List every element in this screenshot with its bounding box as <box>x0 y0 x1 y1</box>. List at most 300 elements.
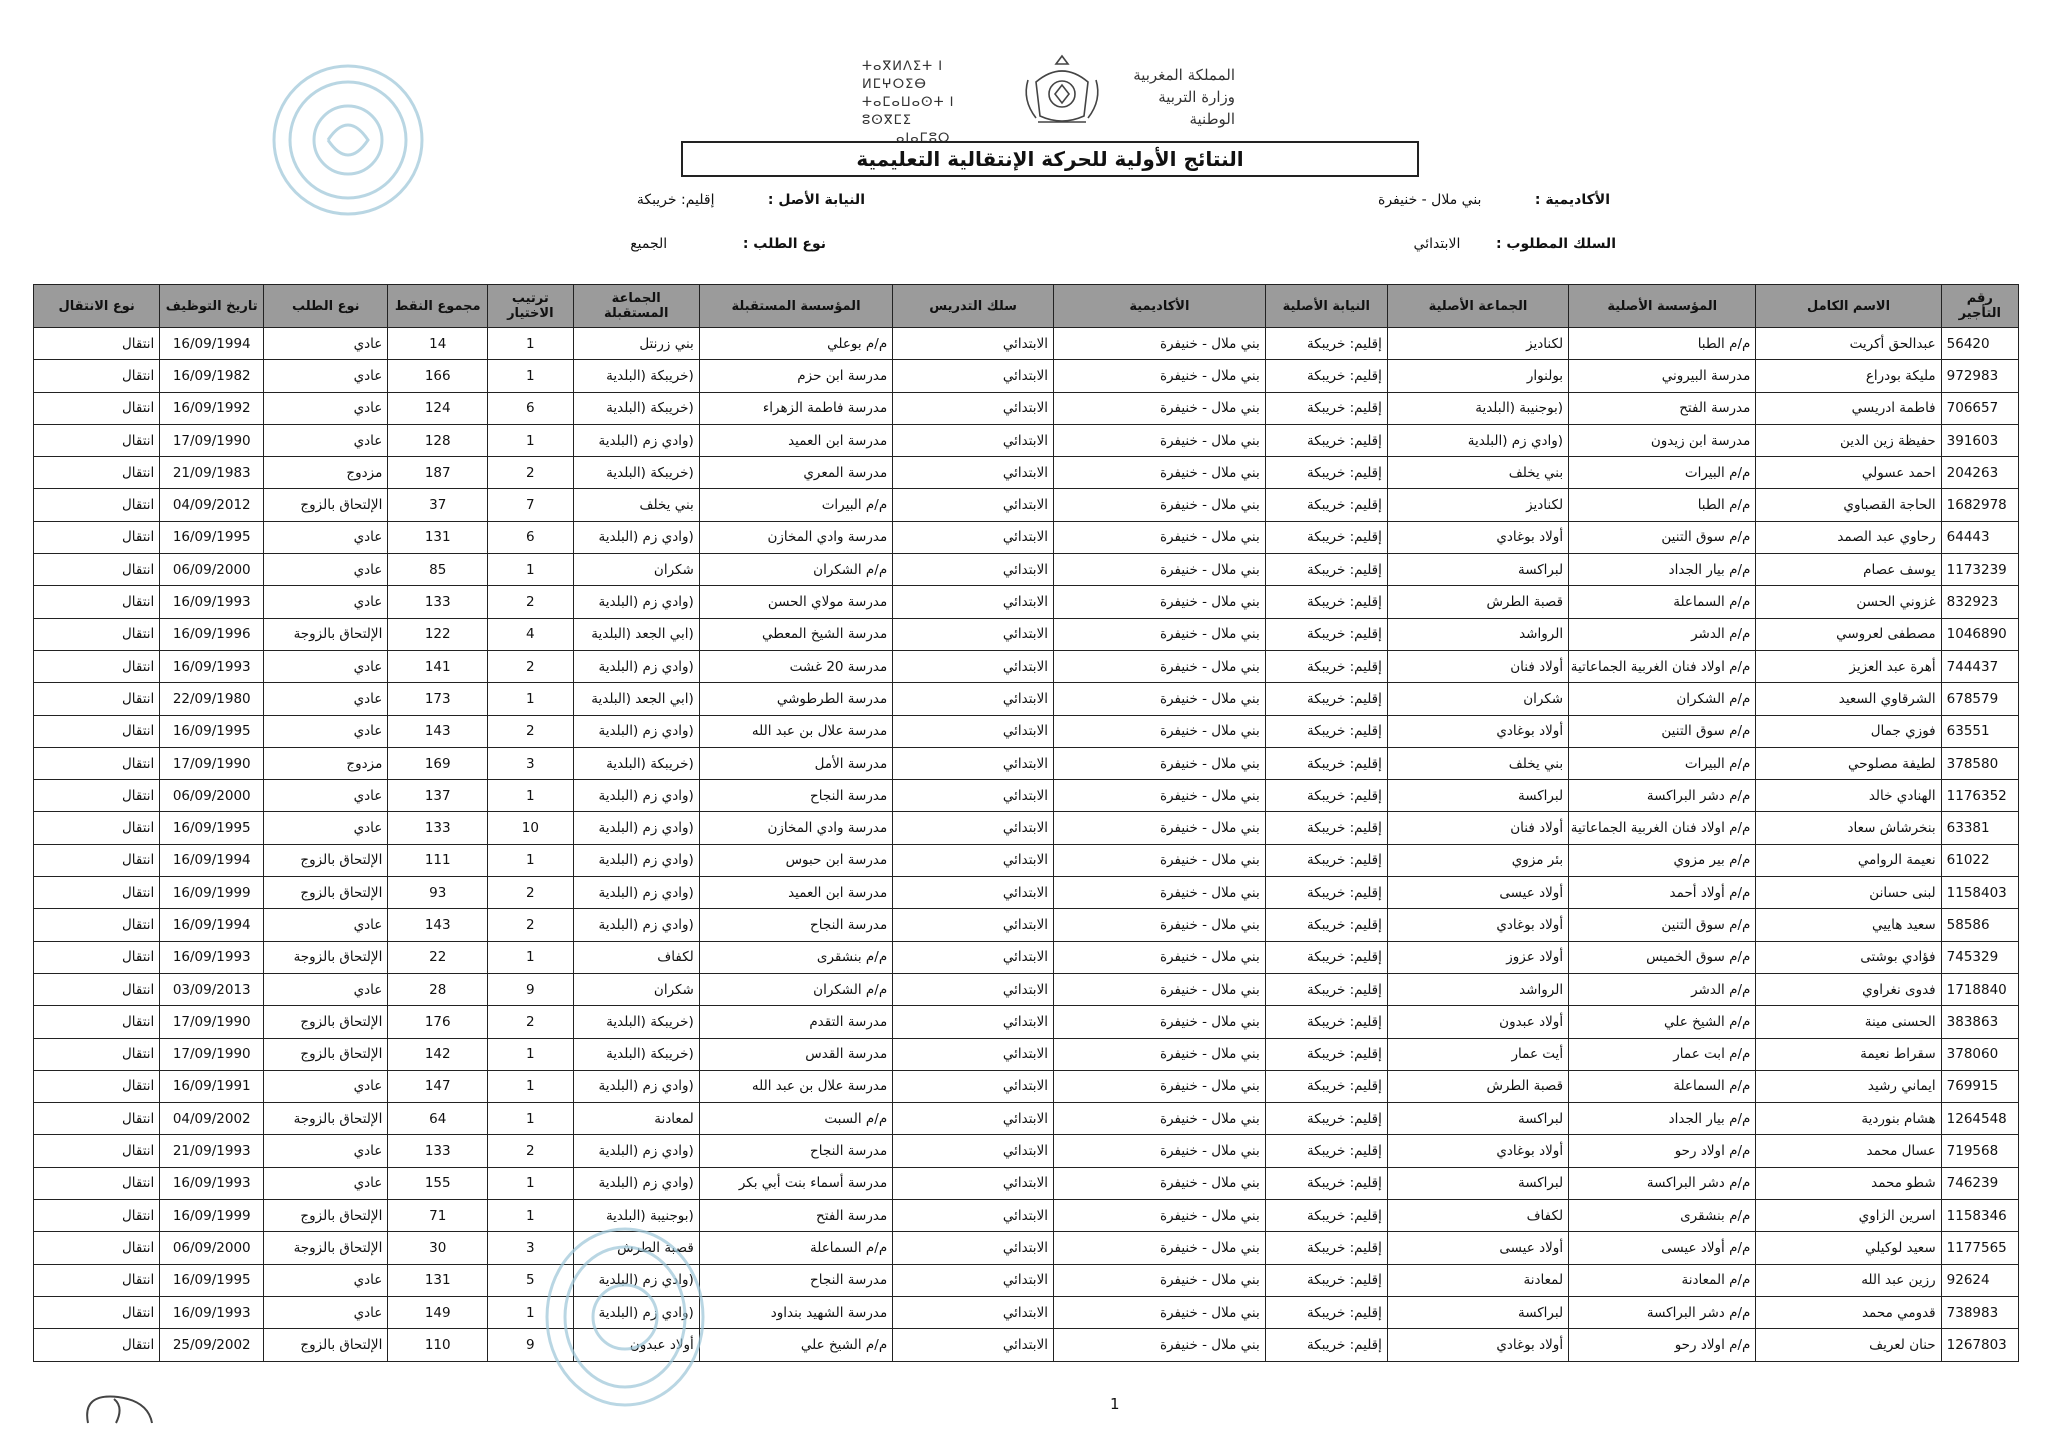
cell-move-type: انتقال <box>34 1135 160 1167</box>
cell-points: 64 <box>388 1103 488 1135</box>
cell-salary-id: 744437 <box>1941 650 2018 682</box>
cell-points: 124 <box>388 392 488 424</box>
cell-origin-delegation: إقليم: خريبكة <box>1265 941 1387 973</box>
cell-dest-commune: (وادي زم (البلدية <box>573 586 699 618</box>
cell-origin-commune: أولاد بوغادي <box>1387 1135 1568 1167</box>
origin-delegation-field <box>637 192 865 208</box>
cell-points: 142 <box>388 1038 488 1070</box>
cell-cycle: الابتدائي <box>893 844 1054 876</box>
cell-request-type: عادي <box>264 1167 388 1199</box>
cell-origin-delegation: إقليم: خريبكة <box>1265 715 1387 747</box>
cell-points: 28 <box>388 973 488 1005</box>
cell-origin-school: م/م اولاد فنان الغربية الجماعاتية <box>1569 650 1756 682</box>
cell-dest-commune: شكران <box>573 973 699 1005</box>
cell-move-type: انتقال <box>34 360 160 392</box>
cell-points: 131 <box>388 521 488 553</box>
table-row <box>34 1167 2019 1199</box>
cell-move-type: انتقال <box>34 715 160 747</box>
cell-points: 147 <box>388 1070 488 1102</box>
cell-origin-school: م/م بير مزوي <box>1569 844 1756 876</box>
cell-cycle: الابتدائي <box>893 1232 1054 1264</box>
cell-full-name: عسال محمد <box>1756 1135 1941 1167</box>
cell-move-type: انتقال <box>34 683 160 715</box>
cell-dest-school: مدرسة ابن العميد <box>699 424 892 456</box>
cell-full-name: فدوى نغراوي <box>1756 973 1941 1005</box>
cell-full-name: مصطفى لعروسي <box>1756 618 1941 650</box>
table-header-row <box>34 285 2019 328</box>
origin-label: النيابة الأصل : <box>767 192 865 208</box>
cell-request-type: الإلتحاق بالزوج <box>264 877 388 909</box>
cell-request-type: عادي <box>264 1135 388 1167</box>
cell-move-type: انتقال <box>34 1232 160 1264</box>
cell-points: 173 <box>388 683 488 715</box>
table-row <box>34 1329 2019 1361</box>
cell-request-type: الإلتحاق بالزوج <box>264 1329 388 1361</box>
cell-origin-school: مدرسة ابن زيدون <box>1569 424 1756 456</box>
request-type-value: الجميع <box>630 236 668 252</box>
cell-dest-school: مدرسة فاطمة الزهراء <box>699 392 892 424</box>
cell-move-type: انتقال <box>34 1038 160 1070</box>
cell-dest-commune: (وادي زم (البلدية <box>573 715 699 747</box>
cell-cycle: الابتدائي <box>893 424 1054 456</box>
cell-choice-rank: 1 <box>488 683 574 715</box>
cell-salary-id: 678579 <box>1941 683 2018 715</box>
cell-choice-rank: 2 <box>488 1006 574 1038</box>
cell-salary-id: 1177565 <box>1941 1232 2018 1264</box>
cell-request-type: الإلتحاق بالزوج <box>264 844 388 876</box>
cell-hire-date: 16/09/1995 <box>160 812 264 844</box>
cell-points: 128 <box>388 424 488 456</box>
cell-origin-commune: لبراكسة <box>1387 1167 1568 1199</box>
ministry-label: وزارة التربية الوطنية <box>1158 88 1235 128</box>
table-row <box>34 1135 2019 1167</box>
cell-origin-commune: بئر مزوي <box>1387 844 1568 876</box>
cell-dest-school: مدرسة الشيخ المعطي <box>699 618 892 650</box>
cell-full-name: ايماني رشيد <box>1756 1070 1941 1102</box>
cell-origin-delegation: إقليم: خريبكة <box>1265 489 1387 521</box>
cell-origin-school: مدرسة البيروني <box>1569 360 1756 392</box>
cell-choice-rank: 2 <box>488 1135 574 1167</box>
cell-request-type: عادي <box>264 715 388 747</box>
cell-origin-school: م/م دشر البراكسة <box>1569 1296 1756 1328</box>
cell-request-type: عادي <box>264 812 388 844</box>
cell-salary-id: 64443 <box>1941 521 2018 553</box>
cell-origin-school: م/م أولاد عيسى <box>1569 1232 1756 1264</box>
cell-origin-commune: الرواشد <box>1387 973 1568 1005</box>
ministry-name-amazigh <box>862 58 982 148</box>
cell-full-name: اسرين الزاوي <box>1756 1200 1941 1232</box>
table-row <box>34 683 2019 715</box>
cell-salary-id: 92624 <box>1941 1264 2018 1296</box>
page-number: 1 <box>1110 1395 1120 1413</box>
cell-choice-rank: 1 <box>488 424 574 456</box>
cell-academy: بني ملال - خنيفرة <box>1054 424 1266 456</box>
cell-salary-id: 972983 <box>1941 360 2018 392</box>
cell-hire-date: 16/09/1982 <box>160 360 264 392</box>
cell-origin-delegation: إقليم: خريبكة <box>1265 1264 1387 1296</box>
cell-choice-rank: 3 <box>488 747 574 779</box>
cell-request-type: عادي <box>264 392 388 424</box>
cell-points: 111 <box>388 844 488 876</box>
cell-academy: بني ملال - خنيفرة <box>1054 457 1266 489</box>
cell-hire-date: 16/09/1991 <box>160 1070 264 1102</box>
cell-cycle: الابتدائي <box>893 586 1054 618</box>
cell-origin-school: م/م سوق التنين <box>1569 715 1756 747</box>
cell-request-type: الإلتحاق بالزوجة <box>264 1232 388 1264</box>
cycle-value: الابتدائي <box>1413 236 1461 252</box>
cycle-field <box>1414 236 1616 252</box>
cell-origin-commune: بني يخلف <box>1387 457 1568 489</box>
cell-origin-delegation: إقليم: خريبكة <box>1265 360 1387 392</box>
cell-dest-school: م/م السبت <box>699 1103 892 1135</box>
cell-dest-school: مدرسة الفتح <box>699 1200 892 1232</box>
cell-choice-rank: 1 <box>488 554 574 586</box>
cell-salary-id: 383863 <box>1941 1006 2018 1038</box>
cell-request-type: مزدوج <box>264 457 388 489</box>
cell-origin-school: م/م بيار الجداد <box>1569 1103 1756 1135</box>
cell-move-type: انتقال <box>34 747 160 779</box>
cell-dest-school: م/م بوعلي <box>699 328 892 360</box>
cell-dest-school: مدرسة القدس <box>699 1038 892 1070</box>
cell-request-type: عادي <box>264 909 388 941</box>
cell-salary-id: 1176352 <box>1941 780 2018 812</box>
cell-hire-date: 21/09/1983 <box>160 457 264 489</box>
cell-move-type: انتقال <box>34 650 160 682</box>
column-header: رقم التأجير <box>1941 285 2018 328</box>
cell-move-type: انتقال <box>34 1329 160 1361</box>
cell-academy: بني ملال - خنيفرة <box>1054 1167 1266 1199</box>
cell-hire-date: 16/09/1995 <box>160 715 264 747</box>
cell-points: 166 <box>388 360 488 392</box>
cell-request-type: عادي <box>264 424 388 456</box>
cell-hire-date: 16/09/1994 <box>160 909 264 941</box>
column-header: نوع الانتقال <box>34 285 160 328</box>
cell-origin-school: م/م البيرات <box>1569 457 1756 489</box>
cell-origin-commune: لكناديز <box>1387 328 1568 360</box>
cell-hire-date: 17/09/1990 <box>160 1006 264 1038</box>
cell-cycle: الابتدائي <box>893 1070 1054 1102</box>
cell-cycle: الابتدائي <box>893 1329 1054 1361</box>
cell-dest-school: مدرسة النجاح <box>699 1264 892 1296</box>
cell-cycle: الابتدائي <box>893 1006 1054 1038</box>
cell-origin-school: م/م سوق الخميس <box>1569 941 1756 973</box>
cell-hire-date: 04/09/2012 <box>160 489 264 521</box>
cell-origin-delegation: إقليم: خريبكة <box>1265 392 1387 424</box>
cell-full-name: رحاوي عبد الصمد <box>1756 521 1941 553</box>
cell-full-name: فؤادي بوشتى <box>1756 941 1941 973</box>
cell-cycle: الابتدائي <box>893 650 1054 682</box>
cell-points: 22 <box>388 941 488 973</box>
cell-origin-commune: بولنوار <box>1387 360 1568 392</box>
cell-academy: بني ملال - خنيفرة <box>1054 360 1266 392</box>
cell-choice-rank: 1 <box>488 941 574 973</box>
cell-hire-date: 16/09/1993 <box>160 1167 264 1199</box>
cell-origin-commune: لمعادنة <box>1387 1264 1568 1296</box>
official-stamp-icon <box>268 60 428 220</box>
cell-cycle: الابتدائي <box>893 521 1054 553</box>
cell-move-type: انتقال <box>34 521 160 553</box>
cell-request-type: الإلتحاق بالزوجة <box>264 618 388 650</box>
table-body <box>34 328 2019 1362</box>
cell-dest-school: مدرسة النجاح <box>699 1135 892 1167</box>
table-row <box>34 1103 2019 1135</box>
table-row <box>34 457 2019 489</box>
cell-dest-school: مدرسة المعري <box>699 457 892 489</box>
cell-move-type: انتقال <box>34 1167 160 1199</box>
cell-dest-commune: (خريبكة (البلدية <box>573 360 699 392</box>
cell-origin-school: م/م دشر البراكسة <box>1569 780 1756 812</box>
amazigh-line-2: ⵜⴰⵎⴰⵡⴰⵙⵜ ⵏ ⵓⵙⴳⵎⵉ <box>862 95 955 128</box>
cell-dest-commune: (وادي زم (البلدية <box>573 909 699 941</box>
cell-hire-date: 17/09/1990 <box>160 1038 264 1070</box>
cell-origin-commune: أولاد عيسى <box>1387 877 1568 909</box>
cell-origin-school: م/م بيار الجداد <box>1569 554 1756 586</box>
cell-full-name: نعيمة الروامي <box>1756 844 1941 876</box>
cell-hire-date: 16/09/1993 <box>160 650 264 682</box>
cell-origin-delegation: إقليم: خريبكة <box>1265 747 1387 779</box>
cell-full-name: شطو محمد <box>1756 1167 1941 1199</box>
column-header: ترتيب الاختيار <box>488 285 574 328</box>
cell-dest-commune: لكفاف <box>573 941 699 973</box>
cell-dest-commune: شكران <box>573 554 699 586</box>
cell-dest-school: مدرسة علال بن عبد الله <box>699 715 892 747</box>
cell-points: 122 <box>388 618 488 650</box>
cell-request-type: عادي <box>264 1296 388 1328</box>
cell-points: 169 <box>388 747 488 779</box>
cell-salary-id: 1046890 <box>1941 618 2018 650</box>
cell-academy: بني ملال - خنيفرة <box>1054 715 1266 747</box>
column-header: تاريخ التوظيف <box>160 285 264 328</box>
cell-origin-commune: أولاد بوغادي <box>1387 1329 1568 1361</box>
cell-full-name: فاطمة ادريسي <box>1756 392 1941 424</box>
cell-full-name: هشام بنوردية <box>1756 1103 1941 1135</box>
royal-emblem-icon <box>1018 52 1106 128</box>
cell-choice-rank: 6 <box>488 521 574 553</box>
cell-request-type: عادي <box>264 973 388 1005</box>
cell-full-name: الشرقاوي السعيد <box>1756 683 1941 715</box>
table-row <box>34 812 2019 844</box>
cell-origin-commune: أولاد بوغادي <box>1387 521 1568 553</box>
cell-academy: بني ملال - خنيفرة <box>1054 877 1266 909</box>
cell-hire-date: 16/09/1993 <box>160 1296 264 1328</box>
cell-choice-rank: 2 <box>488 909 574 941</box>
cell-salary-id: 769915 <box>1941 1070 2018 1102</box>
cell-origin-commune: قصبة الطرش <box>1387 1070 1568 1102</box>
cell-move-type: انتقال <box>34 424 160 456</box>
cell-dest-school: مدرسة ابن العميد <box>699 877 892 909</box>
cell-dest-school: مدرسة مولاي الحسن <box>699 586 892 618</box>
cell-cycle: الابتدائي <box>893 618 1054 650</box>
cell-move-type: انتقال <box>34 1264 160 1296</box>
cell-origin-commune: الرواشد <box>1387 618 1568 650</box>
cell-points: 149 <box>388 1296 488 1328</box>
cell-salary-id: 63381 <box>1941 812 2018 844</box>
cell-origin-delegation: إقليم: خريبكة <box>1265 683 1387 715</box>
cell-cycle: الابتدائي <box>893 1103 1054 1135</box>
cell-dest-commune: (خريبكة (البلدية <box>573 457 699 489</box>
cell-choice-rank: 5 <box>488 1264 574 1296</box>
cell-points: 30 <box>388 1232 488 1264</box>
cell-origin-delegation: إقليم: خريبكة <box>1265 877 1387 909</box>
cell-points: 187 <box>388 457 488 489</box>
cell-cycle: الابتدائي <box>893 360 1054 392</box>
cell-origin-delegation: إقليم: خريبكة <box>1265 457 1387 489</box>
cell-choice-rank: 1 <box>488 328 574 360</box>
table-row <box>34 844 2019 876</box>
cell-dest-commune: (وادي زم (البلدية <box>573 1296 699 1328</box>
table-row <box>34 586 2019 618</box>
cell-request-type: عادي <box>264 586 388 618</box>
cell-points: 143 <box>388 715 488 747</box>
cell-move-type: انتقال <box>34 489 160 521</box>
cell-academy: بني ملال - خنيفرة <box>1054 1264 1266 1296</box>
cell-full-name: قدومي محمد <box>1756 1296 1941 1328</box>
cell-dest-school: مدرسة الشهيد بنداود <box>699 1296 892 1328</box>
cell-dest-school: مدرسة النجاح <box>699 780 892 812</box>
cell-origin-school: م/م سوق التنين <box>1569 521 1756 553</box>
cell-dest-school: مدرسة الطرطوشي <box>699 683 892 715</box>
column-header: المؤسسة المستقبلة <box>699 285 892 328</box>
cell-origin-school: م/م الطبا <box>1569 328 1756 360</box>
cell-academy: بني ملال - خنيفرة <box>1054 1200 1266 1232</box>
cell-salary-id: 61022 <box>1941 844 2018 876</box>
cell-hire-date: 16/09/1995 <box>160 521 264 553</box>
cell-full-name: لبنى حسانن <box>1756 877 1941 909</box>
cell-origin-delegation: إقليم: خريبكة <box>1265 618 1387 650</box>
cell-academy: بني ملال - خنيفرة <box>1054 909 1266 941</box>
cell-salary-id: 738983 <box>1941 1296 2018 1328</box>
cell-dest-commune: لمعادنة <box>573 1103 699 1135</box>
cell-cycle: الابتدائي <box>893 457 1054 489</box>
cell-origin-delegation: إقليم: خريبكة <box>1265 1329 1387 1361</box>
cell-hire-date: 04/09/2002 <box>160 1103 264 1135</box>
cell-origin-commune: أولاد عيسى <box>1387 1232 1568 1264</box>
cell-origin-delegation: إقليم: خريبكة <box>1265 844 1387 876</box>
cell-request-type: الإلتحاق بالزوج <box>264 1006 388 1038</box>
cell-origin-school: م/م اولاد رحو <box>1569 1329 1756 1361</box>
cell-salary-id: 378060 <box>1941 1038 2018 1070</box>
cell-points: 71 <box>388 1200 488 1232</box>
cell-hire-date: 16/09/1999 <box>160 1200 264 1232</box>
cell-dest-commune: (خريبكة (البلدية <box>573 1038 699 1070</box>
cell-academy: بني ملال - خنيفرة <box>1054 521 1266 553</box>
cell-academy: بني ملال - خنيفرة <box>1054 747 1266 779</box>
cell-cycle: الابتدائي <box>893 812 1054 844</box>
cell-points: 155 <box>388 1167 488 1199</box>
cell-move-type: انتقال <box>34 457 160 489</box>
cell-choice-rank: 1 <box>488 360 574 392</box>
cell-cycle: الابتدائي <box>893 747 1054 779</box>
cell-dest-commune: (وادي زم (البلدية <box>573 1264 699 1296</box>
cell-dest-school: مدرسة النجاح <box>699 909 892 941</box>
cell-hire-date: 16/09/1995 <box>160 1264 264 1296</box>
cell-origin-commune: (بوجنيبة (البلدية <box>1387 392 1568 424</box>
cell-academy: بني ملال - خنيفرة <box>1054 1232 1266 1264</box>
cell-academy: بني ملال - خنيفرة <box>1054 780 1266 812</box>
cell-choice-rank: 3 <box>488 1232 574 1264</box>
cell-academy: بني ملال - خنيفرة <box>1054 1038 1266 1070</box>
cell-full-name: مليكة بودراع <box>1756 360 1941 392</box>
cell-origin-delegation: إقليم: خريبكة <box>1265 1070 1387 1102</box>
cell-dest-school: مدرسة ابن حزم <box>699 360 892 392</box>
cell-cycle: الابتدائي <box>893 715 1054 747</box>
cell-origin-school: م/م البيرات <box>1569 747 1756 779</box>
cell-move-type: انتقال <box>34 909 160 941</box>
cell-salary-id: 1267803 <box>1941 1329 2018 1361</box>
cell-origin-delegation: إقليم: خريبكة <box>1265 812 1387 844</box>
cell-salary-id: 1158403 <box>1941 877 2018 909</box>
cell-origin-school: مدرسة الفتح <box>1569 392 1756 424</box>
cell-choice-rank: 1 <box>488 1070 574 1102</box>
cell-points: 85 <box>388 554 488 586</box>
cell-cycle: الابتدائي <box>893 780 1054 812</box>
cell-origin-commune: شكران <box>1387 683 1568 715</box>
table-row <box>34 747 2019 779</box>
ministry-name-arabic <box>1115 64 1235 130</box>
cell-dest-commune: (ابي الجعد (البلدية <box>573 683 699 715</box>
cell-origin-delegation: إقليم: خريبكة <box>1265 586 1387 618</box>
page-title: النتائج الأولية للحركة الإنتقالية التعليمية <box>681 141 1419 177</box>
cell-origin-school: م/م سوق التنين <box>1569 909 1756 941</box>
cell-dest-commune: بني زرنتل <box>573 328 699 360</box>
academy-value: بني ملال - خنيفرة <box>1377 192 1482 208</box>
cell-academy: بني ملال - خنيفرة <box>1054 1103 1266 1135</box>
cell-academy: بني ملال - خنيفرة <box>1054 554 1266 586</box>
cell-move-type: انتقال <box>34 877 160 909</box>
cell-hire-date: 17/09/1990 <box>160 424 264 456</box>
cell-hire-date: 16/09/1993 <box>160 586 264 618</box>
cell-dest-commune: (وادي زم (البلدية <box>573 424 699 456</box>
cell-dest-commune: بني يخلف <box>573 489 699 521</box>
table-row <box>34 1264 2019 1296</box>
cell-dest-school: مدرسة الأمل <box>699 747 892 779</box>
cell-hire-date: 06/09/2000 <box>160 1232 264 1264</box>
cell-academy: بني ملال - خنيفرة <box>1054 941 1266 973</box>
cell-dest-commune: (خريبكة (البلدية <box>573 747 699 779</box>
table-row <box>34 424 2019 456</box>
cell-origin-commune: بني يخلف <box>1387 747 1568 779</box>
table-row <box>34 780 2019 812</box>
cell-choice-rank: 4 <box>488 618 574 650</box>
cell-origin-commune: أولاد فنان <box>1387 812 1568 844</box>
cell-choice-rank: 9 <box>488 1329 574 1361</box>
cell-cycle: الابتدائي <box>893 877 1054 909</box>
table-row <box>34 909 2019 941</box>
cell-dest-commune: (خريبكة (البلدية <box>573 1006 699 1038</box>
cell-request-type: الإلتحاق بالزوج <box>264 1038 388 1070</box>
cell-move-type: انتقال <box>34 554 160 586</box>
cell-choice-rank: 7 <box>488 489 574 521</box>
cell-choice-rank: 2 <box>488 715 574 747</box>
cell-dest-school: م/م البيرات <box>699 489 892 521</box>
cell-points: 141 <box>388 650 488 682</box>
amazigh-line-1: ⵜⴰⴳⵍⴷⵉⵜ ⵏ ⵍⵎⵖⵔⵉⴱ <box>862 59 944 92</box>
cell-request-type: عادي <box>264 683 388 715</box>
cell-dest-school: مدرسة 20 غشت <box>699 650 892 682</box>
cell-academy: بني ملال - خنيفرة <box>1054 1329 1266 1361</box>
cell-request-type: الإلتحاق بالزوجة <box>264 1103 388 1135</box>
cell-origin-delegation: إقليم: خريبكة <box>1265 424 1387 456</box>
table-row <box>34 554 2019 586</box>
cell-origin-commune: (وادي زم (البلدية <box>1387 424 1568 456</box>
cell-choice-rank: 2 <box>488 877 574 909</box>
cell-request-type: عادي <box>264 780 388 812</box>
cell-academy: بني ملال - خنيفرة <box>1054 1070 1266 1102</box>
column-header: الأكاديمية <box>1054 285 1266 328</box>
cell-cycle: الابتدائي <box>893 973 1054 1005</box>
cell-hire-date: 06/09/2000 <box>160 780 264 812</box>
cell-origin-school: م/م الشيخ علي <box>1569 1006 1756 1038</box>
